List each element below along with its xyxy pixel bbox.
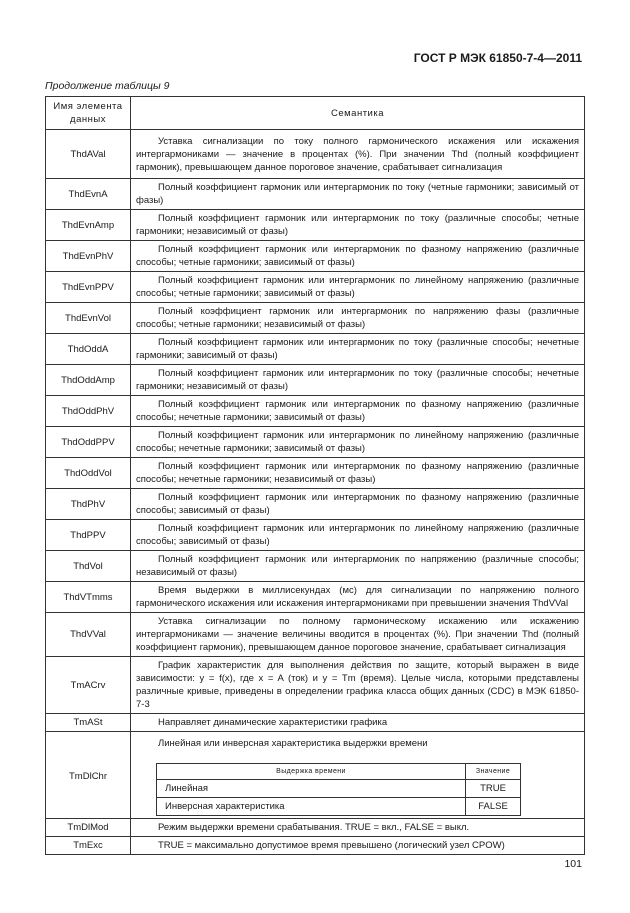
subtable-value: FALSE — [466, 798, 521, 816]
data-object-table — [45, 96, 585, 855]
semantics-text: Уставка сигнализации по току полного гармонического искажения или искажения интергармониками — значение в процентах (%). При значении Thd (полный коэффициент гармоник), превышающем данное пороговое значение, срабатывает сигнализация — [136, 135, 579, 173]
table-row — [46, 714, 585, 732]
semantics-text: Полный коэффициент гармоник или интергармоник по фазному напряжению (различные способы; нечетные гармоники; зависимый от фазы) — [136, 399, 579, 423]
semantics-text: Направляет динамические характеристики графика — [158, 717, 388, 728]
semantics-cell — [131, 489, 585, 520]
data-name-cell: TmACrv — [46, 657, 131, 714]
semantics-cell — [131, 396, 585, 427]
semantics-cell — [131, 334, 585, 365]
semantics-cell — [131, 837, 585, 855]
semantics-text: Уставка сигнализации по полному гармоническому искажению или искажению интергармониками — значение величины вводится в процентах (%). При значении Thd (полный коэффициент гармоник), превышающем данное пороговое значение, срабатывает сигнализация — [136, 616, 579, 653]
data-name-cell: ThdEvnPhV — [46, 241, 131, 272]
semantics-cell — [131, 582, 585, 613]
data-name-cell: ThdAVal — [46, 130, 131, 179]
semantics-cell — [131, 613, 585, 657]
data-name-cell: ThdEvnVol — [46, 303, 131, 334]
semantics-text: Полный коэффициент гармоник или интергармоник по фазному напряжению (различные способы; четные гармоники; зависимый от фазы) — [136, 244, 579, 268]
semantics-text: Полный коэффициент гармоник или интергармоник по току (различные способы; четные гармоники; независимый от фазы) — [136, 213, 579, 237]
semantics-text: Полный коэффициент гармоник или интергармоник по току (различные способы; нечетные гармоники; независимый от фазы) — [136, 368, 579, 392]
page-number: 101 — [564, 858, 582, 870]
table-row — [46, 582, 585, 613]
semantics-text: Линейная или инверсная характеристика выдержки времени — [158, 738, 428, 749]
table-row — [46, 365, 585, 396]
semantics-cell — [131, 130, 585, 179]
semantics-cell — [131, 179, 585, 210]
column-header-name: Имя элемента данных — [46, 97, 131, 130]
column-header-semantics: Семантика — [131, 97, 585, 130]
data-name-cell: ThdVTmms — [46, 582, 131, 613]
subtable-row — [157, 780, 521, 798]
table-row — [46, 179, 585, 210]
semantics-cell — [131, 732, 585, 819]
table-row — [46, 520, 585, 551]
semantics-text: Время выдержки в миллисекундах (мс) для сигнализации по напряжению полного гармонического искажения или искажения интергармониками при превышении значения ThdVVal — [136, 585, 579, 609]
table-row — [46, 837, 585, 855]
subtable-label: Инверсная характеристика — [157, 798, 466, 816]
table-row-tmdlchr — [46, 732, 585, 819]
table-row — [46, 241, 585, 272]
semantics-cell — [131, 551, 585, 582]
table-row — [46, 551, 585, 582]
semantics-text: Полный коэффициент гармоник или интергармоник по фазному напряжению (различные способы; нечетные гармоники; независимый от фазы) — [136, 461, 579, 485]
semantics-cell — [131, 210, 585, 241]
data-name-cell: ThdOddPPV — [46, 427, 131, 458]
time-delay-subtable — [156, 763, 521, 816]
table-header-row — [46, 97, 585, 130]
table-row — [46, 210, 585, 241]
data-name-cell: ThdOddAmp — [46, 365, 131, 396]
data-name-cell: ThdPPV — [46, 520, 131, 551]
table-row — [46, 427, 585, 458]
data-name-cell: ThdPhV — [46, 489, 131, 520]
semantics-text: TRUE = максимально допустимое время превышено (логический узел CPOW) — [158, 840, 505, 851]
data-name-cell: ThdVVal — [46, 613, 131, 657]
subtable-header-delay: Выдержка времени — [157, 764, 466, 780]
data-name-cell: ThdVol — [46, 551, 131, 582]
semantics-cell — [131, 819, 585, 837]
semantics-text: Полный коэффициент гармоник или интергармоник по напряжению (различные способы; независимый от фазы) — [136, 554, 579, 578]
semantics-cell — [131, 272, 585, 303]
data-name-cell: ThdEvnA — [46, 179, 131, 210]
semantics-cell — [131, 241, 585, 272]
data-name-cell: ThdOddVol — [46, 458, 131, 489]
data-name-cell: ThdOddA — [46, 334, 131, 365]
table-row — [46, 613, 585, 657]
semantics-text: Полный коэффициент гармоник или интергармоник по линейному напряжению (различные способы; четные гармоники; зависимый от фазы) — [136, 275, 579, 299]
semantics-cell — [131, 365, 585, 396]
subtable-header-row — [157, 764, 521, 780]
data-name-cell: TmDlMod — [46, 819, 131, 837]
table-row — [46, 130, 585, 179]
subtable-header-value: Значение — [466, 764, 521, 780]
semantics-cell — [131, 657, 585, 714]
table-row — [46, 303, 585, 334]
table-row — [46, 657, 585, 714]
data-name-cell: TmASt — [46, 714, 131, 732]
subtable-row — [157, 798, 521, 816]
semantics-text: График характеристик для выполнения действия по защите, который выражен в виде зависимости: y = f(x), где x = A (ток) и y = Tm (время). Целые числа, которыми представлены различные кривые, приведены в определении графика класса общих данных (CDC) в МЭК 61850-7-3 — [136, 660, 579, 710]
subtable-value: TRUE — [466, 780, 521, 798]
semantics-text: Полный коэффициент гармоник или интергармоник по напряжению фазы (различные способы; четные гармоники; независимый от фазы) — [136, 306, 579, 330]
semantics-text: Полный коэффициент гармоник или интергармоник по фазному напряжению (различные способы; зависимый от фазы) — [136, 492, 579, 516]
semantics-cell — [131, 427, 585, 458]
semantics-text: Полный коэффициент гармоник или интергармоник по току (четные гармоники; зависимый от фазы) — [136, 182, 579, 206]
data-name-cell: TmDlChr — [46, 732, 131, 819]
table-row — [46, 334, 585, 365]
subtable-label: Линейная — [157, 780, 466, 798]
data-name-cell: ThdEvnAmp — [46, 210, 131, 241]
data-name-cell: ThdEvnPPV — [46, 272, 131, 303]
semantics-cell — [131, 520, 585, 551]
semantics-text: Полный коэффициент гармоник или интергармоник по току (различные способы; нечетные гармоники; зависимый от фазы) — [136, 337, 579, 361]
table-continuation-caption: Продолжение таблицы 9 — [45, 80, 170, 92]
data-name-cell: TmExc — [46, 837, 131, 855]
semantics-cell — [131, 458, 585, 489]
semantics-text: Полный коэффициент гармоник или интергармоник по линейному напряжению (различные способы; зависимый от фазы) — [136, 523, 579, 547]
semantics-text: Режим выдержки времени срабатывания. TRUE = вкл., FALSE = выкл. — [158, 822, 470, 833]
table-row — [46, 489, 585, 520]
table-row — [46, 272, 585, 303]
standard-header: ГОСТ Р МЭК 61850-7-4—2011 — [413, 51, 582, 65]
data-name-cell: ThdOddPhV — [46, 396, 131, 427]
table-row — [46, 458, 585, 489]
semantics-text: Полный коэффициент гармоник или интергармоник по линейному напряжению (различные способы; нечетные гармоники; зависимый от фазы) — [136, 430, 579, 454]
semantics-cell — [131, 303, 585, 334]
table-row — [46, 819, 585, 837]
table-row — [46, 396, 585, 427]
semantics-cell — [131, 714, 585, 732]
